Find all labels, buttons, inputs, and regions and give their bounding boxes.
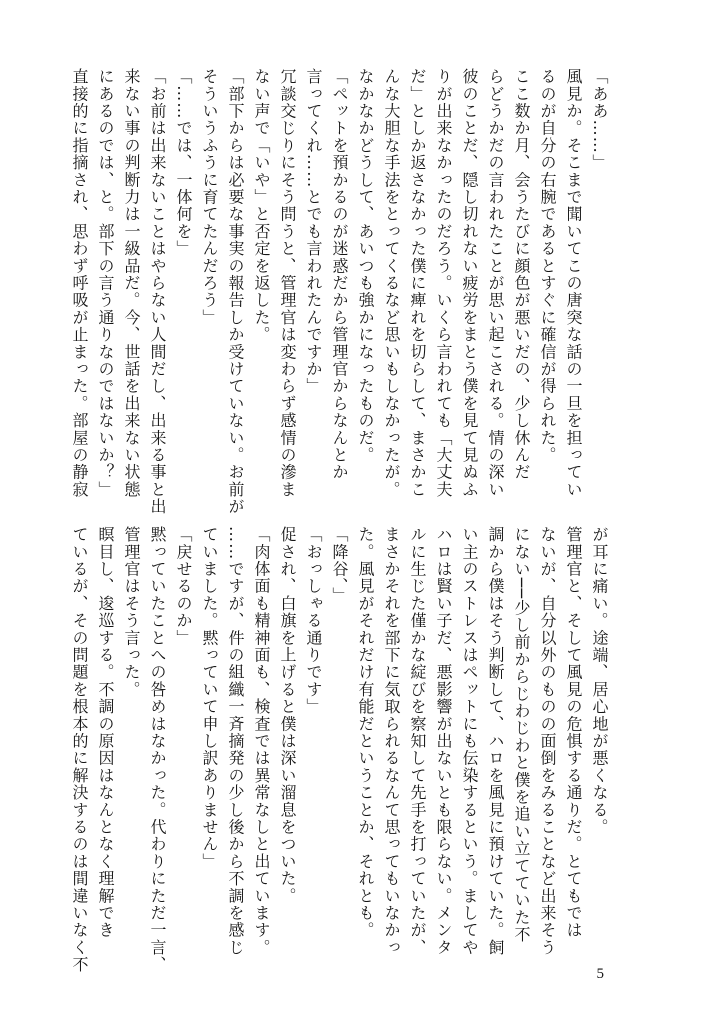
text-line: なかなかどうして、あいつも強かになったものだ。 xyxy=(356,68,375,464)
text-line: んな大胆な手法をとってくるなど思いもしなかったが。 xyxy=(382,68,401,498)
text-line: 「ああ……」 xyxy=(590,68,609,172)
text-line: らどうかだの言われたことが思い起こされる。情の深い xyxy=(486,68,505,498)
text-line: 言ってくれ……とでも言われたんですか」 xyxy=(304,68,323,395)
text-line: ているが、その問題を根本的に解決するのは間違いなく不 xyxy=(70,526,89,974)
text-line: ていました。黙っていて申し訳ありません」 xyxy=(200,526,219,870)
text-line: 調から僕はそう判断して、ハロを風見に預けていた。飼 xyxy=(486,526,505,956)
text-line: るのが自分の右腕であるとすぐに確信が得られた。 xyxy=(538,68,557,464)
text-line: 直接的に指摘され、思わず呼吸が止まった。部屋の静寂 xyxy=(70,68,89,498)
text-line: 促され、白旗を上げると僕は深い溜息をついた。 xyxy=(278,526,297,905)
text-line: そういうふうに育てたんだろう」 xyxy=(200,68,219,326)
lower-text-block xyxy=(66,526,612,974)
text-line: 「降谷、」 xyxy=(330,526,349,604)
upper-text-block xyxy=(66,68,612,516)
text-line: 瞑目し、逡巡する。不調の原因はなんとなく理解でき xyxy=(96,526,115,939)
text-line: 管理官はそう言った。 xyxy=(122,526,141,698)
text-line: 「……では、一体何を」 xyxy=(174,68,193,258)
page-number: 5 xyxy=(596,966,604,982)
text-line: 管理官と、そして風見の危惧する通りだ。とてもでは xyxy=(564,526,583,939)
text-line: ない声で「いや」と否定を返した。 xyxy=(252,68,271,344)
text-line: ここ数か月、会うたびに顔色が悪いだの、少し休んだ xyxy=(512,68,531,481)
text-line: 冗談交じりにそう問うと、管理官は変わらず感情の滲ま xyxy=(278,68,297,498)
text-line: 彼のことだ、隠し切れない疲労をまとう僕を見て見ぬふ xyxy=(460,68,479,498)
text-line: が耳に痛い。途端、居心地が悪くなる。 xyxy=(590,526,609,836)
text-line: にない──少し前からじわじわと僕を追い立てていた不 xyxy=(512,526,531,944)
text-line: りが出来なかったのだろう。いくら言われても「大丈夫 xyxy=(434,68,453,498)
text-line: 風見か。そこまで聞いてこの唐突な話の一旦を担ってい xyxy=(564,68,583,498)
text-line: ……ですが、件の組織一斉摘発の少し後から不調を感じ xyxy=(226,526,245,956)
text-line: ないが、自分以外のものの面倒をみることなど出来そう xyxy=(538,526,557,956)
text-line: 来ない事の判断力は一級品だ。今、世話を出来ない状態 xyxy=(122,68,141,498)
text-line: だ」としか返さなかった僕に痺れを切らして、まさかこ xyxy=(408,68,427,498)
text-line: ルに生じた僅かな綻びを察知して先手を打っていたが、 xyxy=(408,526,427,956)
text-line: 黙っていたことへの咎めはなかった。代わりにただ一言、 xyxy=(148,526,167,974)
text-line: た。風見がそれだけ有能だということか、それとも。 xyxy=(356,526,375,939)
text-line: まさかそれを部下に気取られるなんて思ってもいなかっ xyxy=(382,526,401,956)
text-line: い主のストレスはペットにも伝染するという。ましてや xyxy=(460,526,479,956)
text-line: 「部下からは必要な事実の報告しか受けていない。お前が xyxy=(226,68,245,516)
text-line: 「戻せるのか」 xyxy=(174,526,193,647)
text-line: 「ペットを預かるのが迷惑だから管理官からなんとか xyxy=(330,68,349,481)
text-line: 「おっしゃる通りです」 xyxy=(304,526,323,716)
text-line: にあるのでは、と。部下の言う通りなのではないか？」 xyxy=(96,68,115,498)
text-line: 「お前は出来ないことはやらない人間だし、出来る事と出 xyxy=(148,68,167,516)
text-line: 「肉体面も精神面も、検査では異常なしと出ています。 xyxy=(252,526,271,956)
text-line: ハロは賢い子だ、悪影響が出ないとも限らない。メンタ xyxy=(434,526,453,956)
